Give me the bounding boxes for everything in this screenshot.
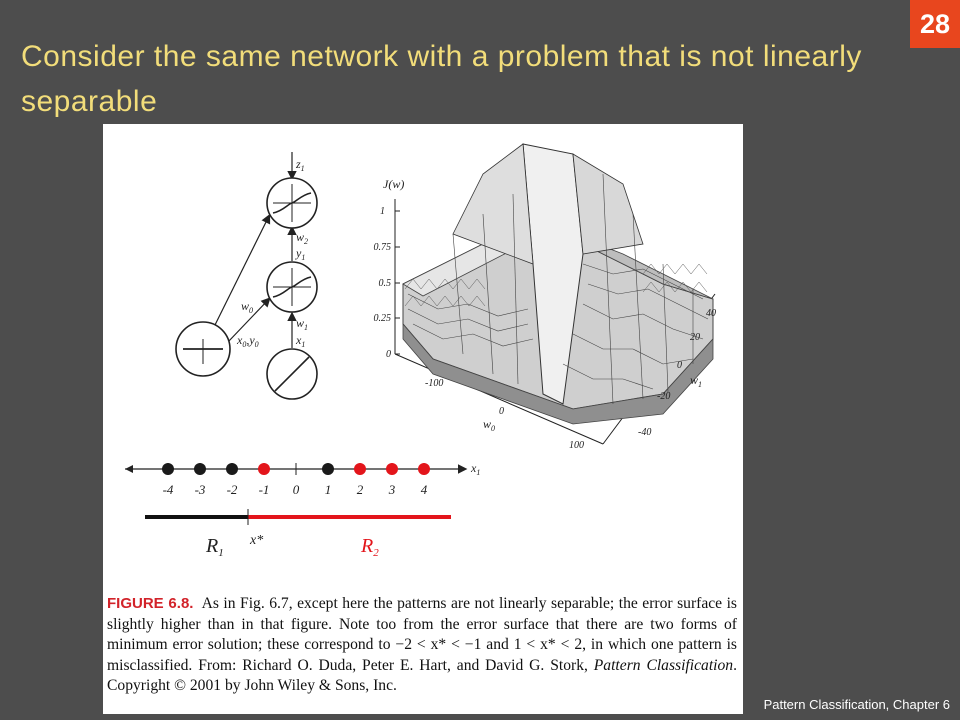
slide-footer: Pattern Classification, Chapter 6 [763,697,950,712]
x1-tick-label: 3 [388,482,396,497]
z-tick: 0.75 [373,242,391,253]
w1-tick: 40 [706,308,716,319]
w1-tick: -40 [638,427,652,438]
z-tick: 0 [386,349,391,360]
y1-label: $y_1$ [296,246,306,262]
pattern-point [354,463,366,475]
output-label: $z_1$ [296,157,305,173]
w2-label: $w_2$ [296,230,309,246]
w0-axis-label: $w_0$ [483,417,496,433]
w1-axis-label: $w_1$ [690,373,703,389]
w0-tick: 0 [499,406,504,417]
slide-title: Consider the same network with a problem that is not linearly separable [21,40,862,118]
w1-tick: 0 [677,360,682,371]
region2-label: $R_2$ [361,535,379,559]
input-neuron [267,349,317,399]
slide-number: 28 [910,0,960,48]
pattern-point [194,463,206,475]
w0-label: $w_0$ [241,299,254,315]
figure-panel [103,124,743,714]
caption-book-title: Pattern Classification [593,656,734,674]
figure-label: FIGURE 6.8. [107,595,194,612]
figure-caption [107,594,737,697]
bias-neuron [176,322,230,376]
pattern-point [258,463,270,475]
network-diagram [176,152,317,399]
z-tick: 0.25 [373,313,391,324]
w1-tick: -20 [657,391,671,402]
pattern-point [226,463,238,475]
x1-axis-label: $x_1$ [471,461,481,477]
x1-tick-label: 4 [420,482,428,497]
w0-tick: 100 [569,440,584,451]
w1-label: $w_1$ [296,316,309,332]
caption-text: As in Fig. 6.7, except here the patterns are not linearly separable; the error surface is slightly higher than in that figure. Note too from the error surface that there are two forms of minimum error solution; these correspond to −2 < x* < −1 and 1 < x* < 2, in which one pattern is misclassified. From: Richard O. Duda, Peter E. Hart, and David G. Stork, [107,595,737,674]
threshold-label: x* [250,533,264,548]
pattern-point [418,463,430,475]
hidden-neuron [267,262,317,312]
x1-tick-label: -4 [162,482,174,497]
z-tick: 0.5 [378,278,391,289]
x1-tick-label: 2 [356,482,364,497]
x1-tick-label: -1 [258,482,270,497]
error-surface-plot [374,144,717,451]
x1-tick-label: -3 [194,482,206,497]
pattern-point [162,463,174,475]
output-neuron [267,178,317,228]
x1-tick-label: 0 [292,482,300,497]
figure-illustration [103,124,743,594]
z-tick: 1 [380,206,385,217]
w0-tick: -100 [425,378,444,389]
pattern-point [386,463,398,475]
x1-tick-label: 1 [324,482,332,497]
x1-node-label: $x_1$ [296,333,306,349]
region1-label: $R_1$ [206,535,224,559]
pattern-point [322,463,334,475]
number-line [125,461,480,559]
bias-label: $x_0,y_0$ [237,333,259,349]
caption-text-end: . Copyright © 2001 by John Wiley & Sons, Inc. [107,656,737,694]
x1-tick-label: -2 [226,482,238,497]
w1-tick: 20 [690,332,700,343]
z-axis-title: J(w) [383,177,405,191]
